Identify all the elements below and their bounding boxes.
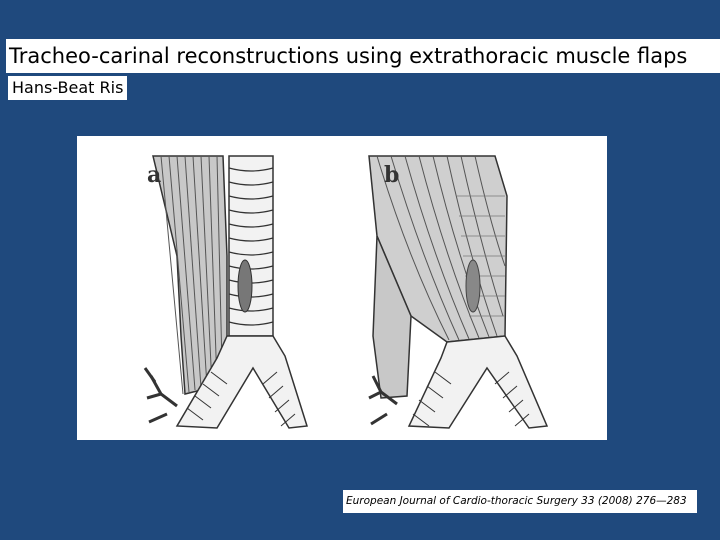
panel-b-drawing <box>369 156 547 428</box>
slide-author <box>8 76 127 100</box>
surgical-illustration <box>77 136 607 440</box>
slide-author-text: Hans-Beat Ris <box>12 78 124 97</box>
panel-a-drawing <box>145 156 307 428</box>
panel-a-label: a <box>147 162 162 188</box>
slide-title <box>6 39 720 73</box>
journal-citation-text: European Journal of Cardio-thoracic Surgery 33 (2008) 276—283 <box>346 495 687 507</box>
panel-b-label: b <box>384 162 400 188</box>
journal-citation <box>343 490 697 513</box>
slide-title-text: Tracheo-carinal reconstructions using extrathoracic muscle flaps <box>9 44 688 68</box>
